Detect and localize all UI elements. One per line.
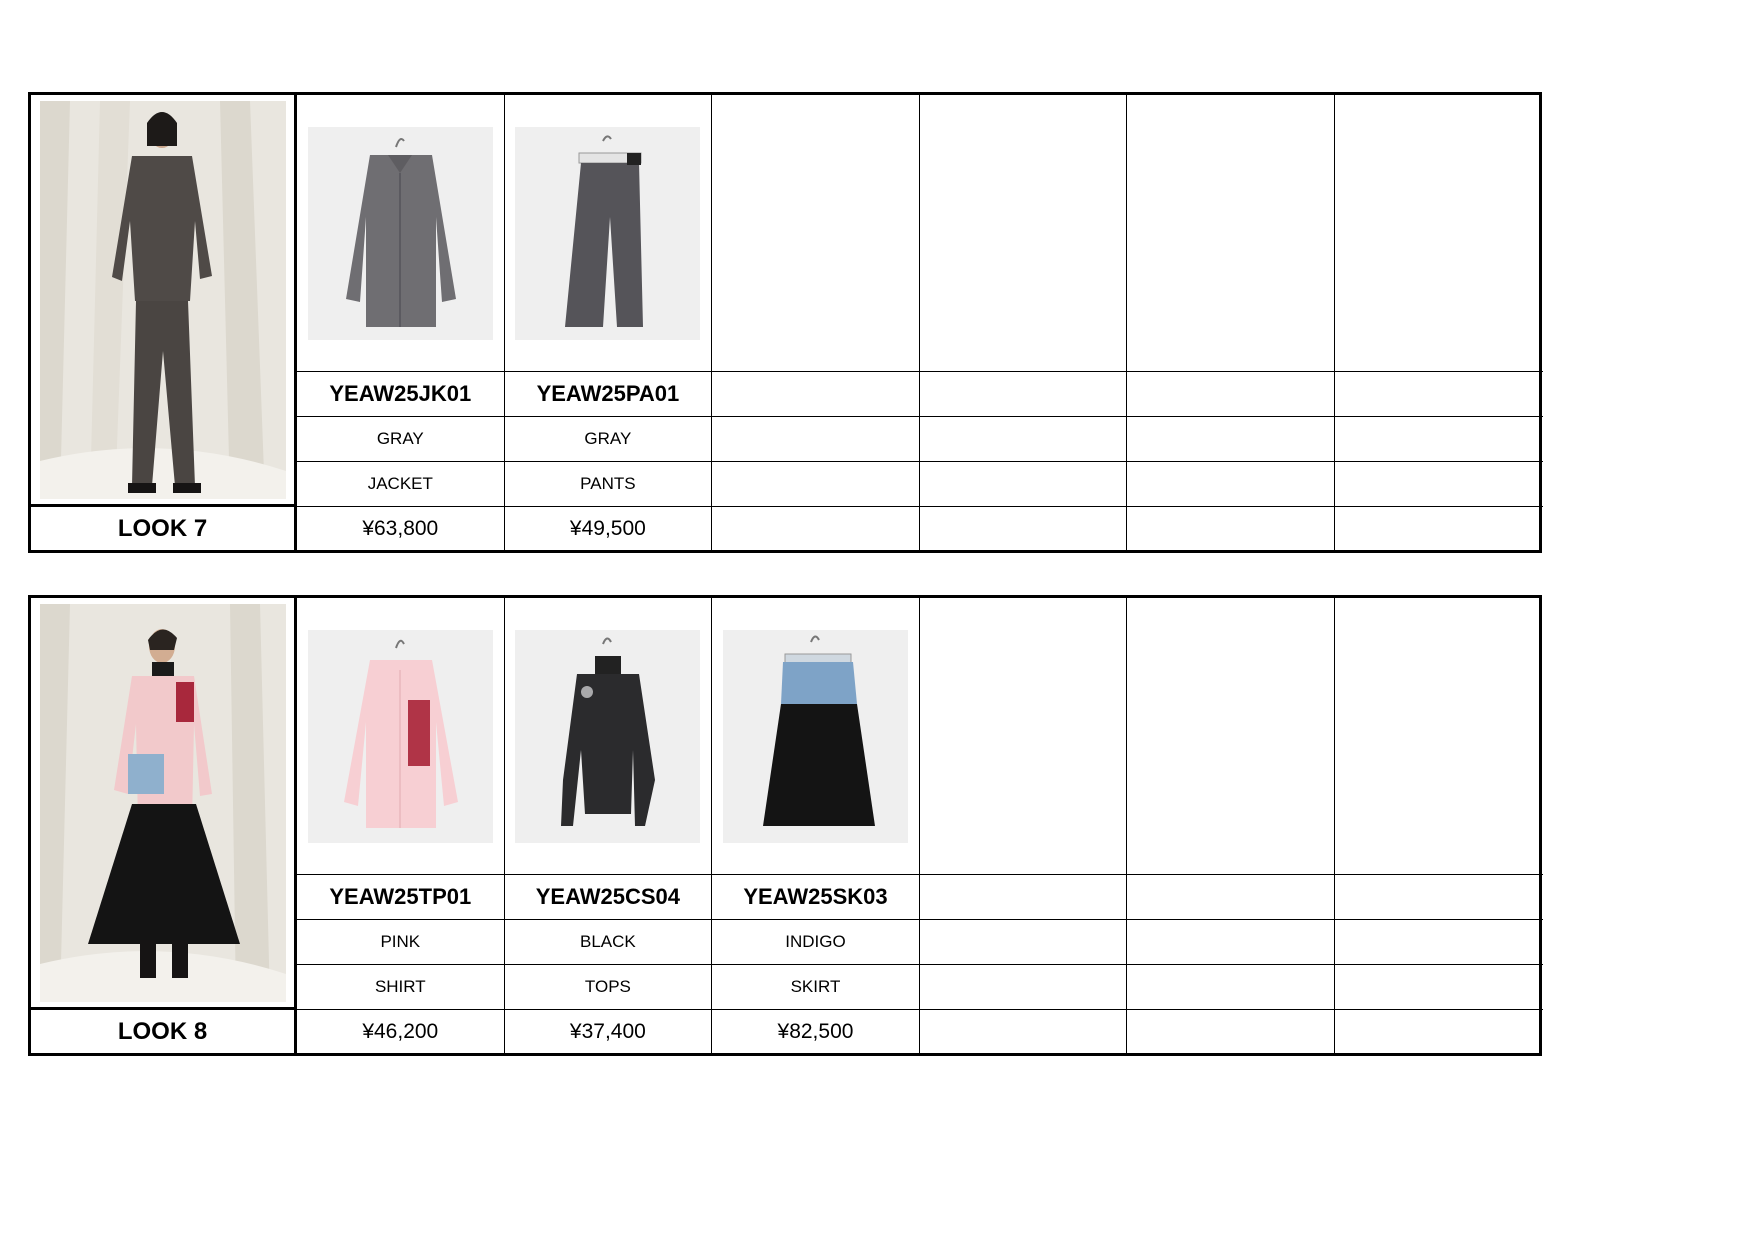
look-7-model-photo (40, 101, 286, 499)
product-code: YEAW25SK03 (712, 875, 920, 920)
look-photo-cell (31, 598, 297, 1010)
empty-cell (1335, 462, 1543, 507)
look-table-7 (28, 92, 1542, 553)
product-category: SKIRT (712, 965, 920, 1010)
empty-cell (920, 95, 1128, 372)
product-code: YEAW25CS04 (505, 875, 713, 920)
empty-cell (1127, 965, 1335, 1010)
empty-cell (1127, 372, 1335, 417)
empty-cell (920, 875, 1128, 920)
empty-cell (920, 920, 1128, 965)
look-8-model-photo (40, 604, 286, 1002)
product-color: GRAY (505, 417, 713, 462)
product-image-cell (505, 95, 713, 372)
product-code: YEAW25PA01 (505, 372, 713, 417)
product-code: YEAW25JK01 (297, 372, 505, 417)
product-price: ¥49,500 (505, 507, 713, 550)
empty-cell (1127, 417, 1335, 462)
product-color: BLACK (505, 920, 713, 965)
empty-cell (712, 507, 920, 550)
empty-cell (1127, 920, 1335, 965)
empty-cell (920, 372, 1128, 417)
tops-product-image (515, 630, 700, 843)
product-price: ¥82,500 (712, 1010, 920, 1053)
product-category: TOPS (505, 965, 713, 1010)
empty-cell (920, 965, 1128, 1010)
empty-cell (1127, 1010, 1335, 1053)
empty-cell (920, 462, 1128, 507)
product-code: YEAW25TP01 (297, 875, 505, 920)
empty-cell (1335, 417, 1543, 462)
jacket-product-image (308, 127, 493, 340)
empty-cell (1335, 95, 1543, 372)
look-label: LOOK 8 (31, 1010, 297, 1053)
empty-cell (920, 1010, 1128, 1053)
product-price: ¥46,200 (297, 1010, 505, 1053)
product-image-cell (297, 598, 505, 875)
product-category: JACKET (297, 462, 505, 507)
empty-cell (1335, 920, 1543, 965)
product-image-cell (712, 598, 920, 875)
empty-cell (712, 417, 920, 462)
empty-cell (1335, 507, 1543, 550)
product-category: SHIRT (297, 965, 505, 1010)
empty-cell (920, 598, 1128, 875)
empty-cell (1127, 95, 1335, 372)
skirt-product-image (723, 630, 908, 843)
empty-cell (1127, 507, 1335, 550)
empty-cell (712, 372, 920, 417)
empty-cell (1335, 1010, 1543, 1053)
product-price: ¥37,400 (505, 1010, 713, 1053)
product-color: PINK (297, 920, 505, 965)
look-photo-cell (31, 95, 297, 507)
empty-cell (1127, 462, 1335, 507)
empty-cell (920, 507, 1128, 550)
product-price: ¥63,800 (297, 507, 505, 550)
look-table-8 (28, 595, 1542, 1056)
empty-cell (1335, 875, 1543, 920)
empty-cell (1335, 372, 1543, 417)
product-color: INDIGO (712, 920, 920, 965)
empty-cell (1335, 598, 1543, 875)
pants-product-image (515, 127, 700, 340)
product-category: PANTS (505, 462, 713, 507)
product-image-cell (297, 95, 505, 372)
shirt-product-image (308, 630, 493, 843)
empty-cell (1335, 965, 1543, 1010)
empty-cell (712, 95, 920, 372)
product-image-cell (505, 598, 713, 875)
empty-cell (920, 417, 1128, 462)
empty-cell (1127, 598, 1335, 875)
empty-cell (1127, 875, 1335, 920)
empty-cell (712, 462, 920, 507)
product-color: GRAY (297, 417, 505, 462)
look-label: LOOK 7 (31, 507, 297, 550)
